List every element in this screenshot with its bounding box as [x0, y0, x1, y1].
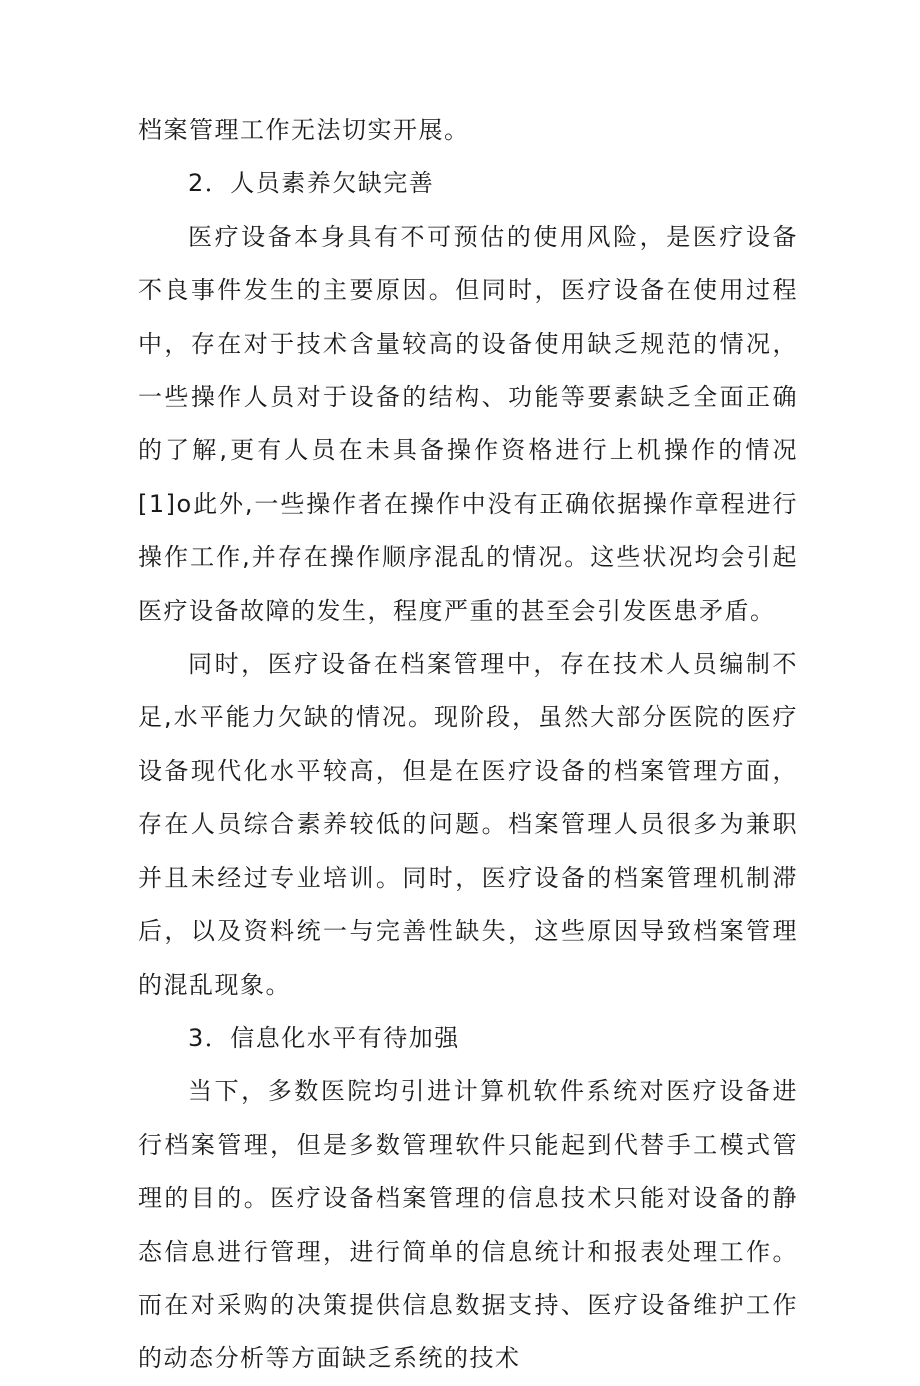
document-body — [138, 104, 798, 1386]
paragraph-continuation: 档案管理工作无法切实开展。 — [138, 116, 470, 144]
paragraph-staffing: 同时，医疗设备在档案管理中，存在技术人员编制不足,水平能力欠缺的情况。现阶段，虽然大部分医院的医疗设备现代化水平较高，但是在医疗设备的档案管理方面，存在人员综合素养较低的问题。档案管理人员很多为兼职并且未经过专业培训。同时，医疗设备的档案管理机制滞后，以及资料统一与完善性缺失，这些原因导致档案管理的混乱现象。 — [138, 650, 798, 999]
section-heading-2: 2．人员素养欠缺完善 — [188, 169, 435, 198]
paragraph-usage-risk: 医疗设备本身具有不可预估的使用风险，是医疗设备不良事件发生的主要原因。但同时，医疗设备在使用过程中，存在对于技术含量较高的设备使用缺乏规范的情况，一些操作人员对于设备的结构、功能等要素缺乏全面正确的了解,更有人员在未具备操作资格进行上机操作的情况[1]o此外,一些操作者在操作中没有正确依据操作章程进行操作工作,并存在操作顺序混乱的情况。这些状况均会引起医疗设备故障的发生，程度严重的甚至会引发医患矛盾。 — [138, 222, 798, 625]
paragraph-informatization: 当下，多数医院均引进计算机软件系统对医疗设备进行档案管理，但是多数管理软件只能起到代替手工模式管理的目的。医疗设备档案管理的信息技术只能对设备的静态信息进行管理，进行简单的信息统计和报表处理工作。而在对采购的决策提供信息数据支持、医疗设备维护工作的动态分析等方面缺乏系统的技术 — [138, 1077, 798, 1373]
section-heading-3: 3．信息化水平有待加强 — [188, 1023, 460, 1052]
